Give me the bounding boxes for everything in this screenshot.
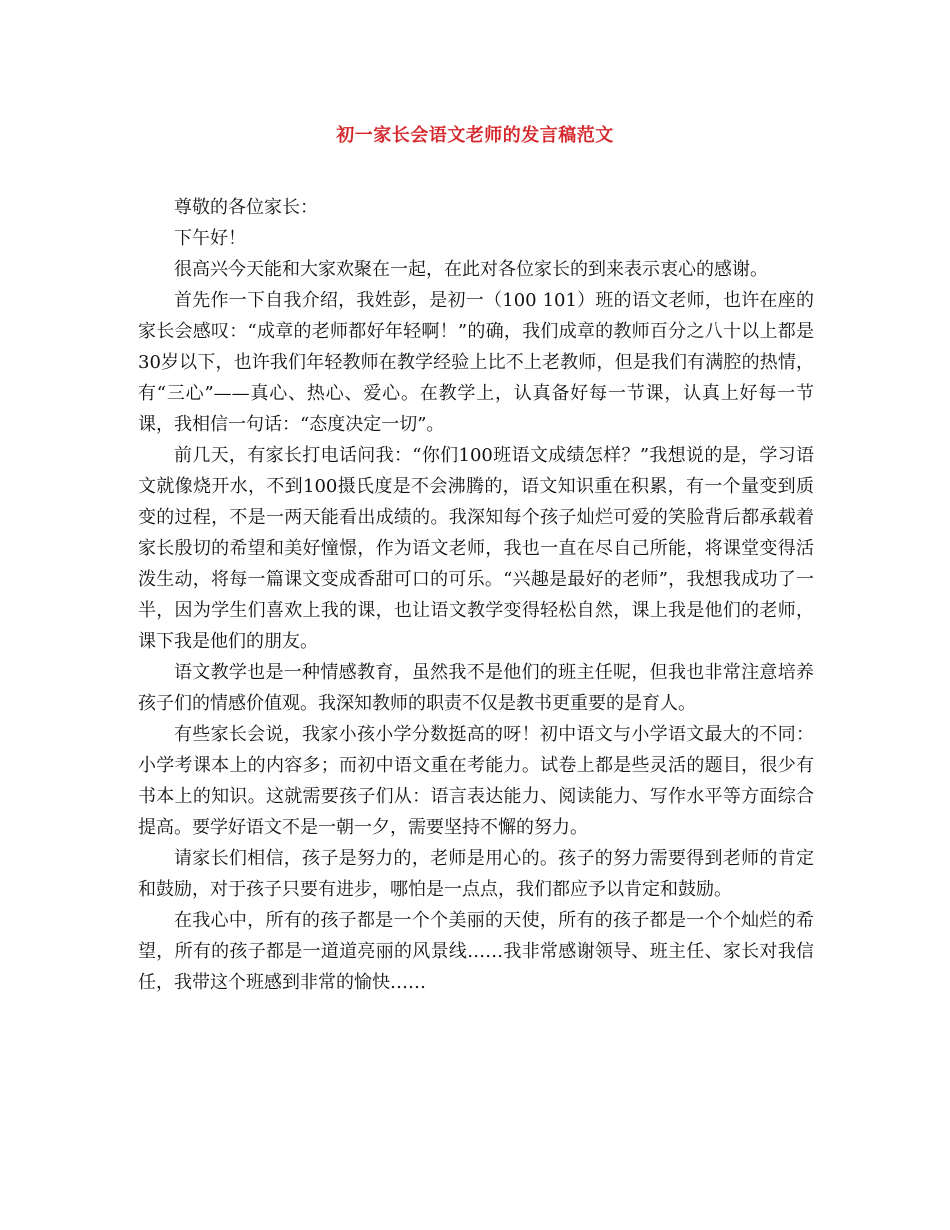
document-body bbox=[138, 192, 814, 998]
document-title: 初一家长会语文老师的发言稿范文 bbox=[336, 125, 614, 146]
salutation: 尊敬的各位家长： bbox=[174, 197, 318, 218]
paragraph-learning-chinese: 前几天，有家长打电话问我：“你们100班语文成绩怎样？”我想说的是，学习语文就像烧开水，不到100摄氏度是不会沸腾的，语文知识重在积累，有一个量变到质变的过程，不是一两天能看出成绩的。我深知每个孩子灿烂可爱的笑脸背后都承载着家长殷切的希望和美好憧憬，作为语文老师，我也一直在尽自己所能，将课堂变得活泼生动，将每一篇课文变成香甜可口的可乐。“兴趣是最好的老师”，我想我成功了一半，因为学生们喜欢上我的课，也让语文教学变得轻松自然，课上我是他们的老师，课下我是他们的朋友。 bbox=[138, 445, 814, 652]
paragraph-encouragement: 请家长们相信，孩子是努力的，老师是用心的。孩子的努力需要得到老师的肯定和鼓励，对于孩子只要有进步，哪怕是一点点，我们都应予以肯定和鼓励。 bbox=[138, 848, 814, 900]
paragraph-thanks: 很高兴今天能和大家欢聚在一起，在此对各位家长的到来表示衷心的感谢。 bbox=[174, 259, 768, 280]
paragraph-introduction: 首先作一下自我介绍，我姓彭，是初一（100 101）班的语文老师，也许在座的家长会感叹：“成章的老师都好年轻啊！”的确，我们成章的教师百分之八十以上都是30岁以下，也许我们年轻教师在教学经验上比不上老教师，但是我们有满腔的热情，有“三心”——真心、热心、爱心。在教学上，认真备好每一节课，认真上好每一节课，我相信一句话：“态度决定一切”。 bbox=[138, 290, 814, 435]
paragraph-closing: 在我心中，所有的孩子都是一个个美丽的天使，所有的孩子都是一个个灿烂的希望，所有的孩子都是一道道亮丽的风景线……我非常感谢领导、班主任、家长对我信任，我带这个班感到非常的愉快…… bbox=[138, 910, 814, 993]
paragraph-primary-vs-middle: 有些家长会说，我家小孩小学分数挺高的呀！初中语文与小学语文最大的不同：小学考课本上的内容多；而初中语文重在考能力。试卷上都是些灵活的题目，很少有书本上的知识。这就需要孩子们从：语言表达能力、阅读能力、写作水平等方面综合提高。要学好语文不是一朝一夕，需要坚持不懈的努力。 bbox=[138, 724, 814, 838]
greeting: 下午好！ bbox=[174, 228, 246, 249]
paragraph-emotional-education: 语文教学也是一种情感教育，虽然我不是他们的班主任呢，但我也非常注意培养孩子们的情感价值观。我深知教师的职责不仅是教书更重要的是育人。 bbox=[138, 662, 814, 714]
